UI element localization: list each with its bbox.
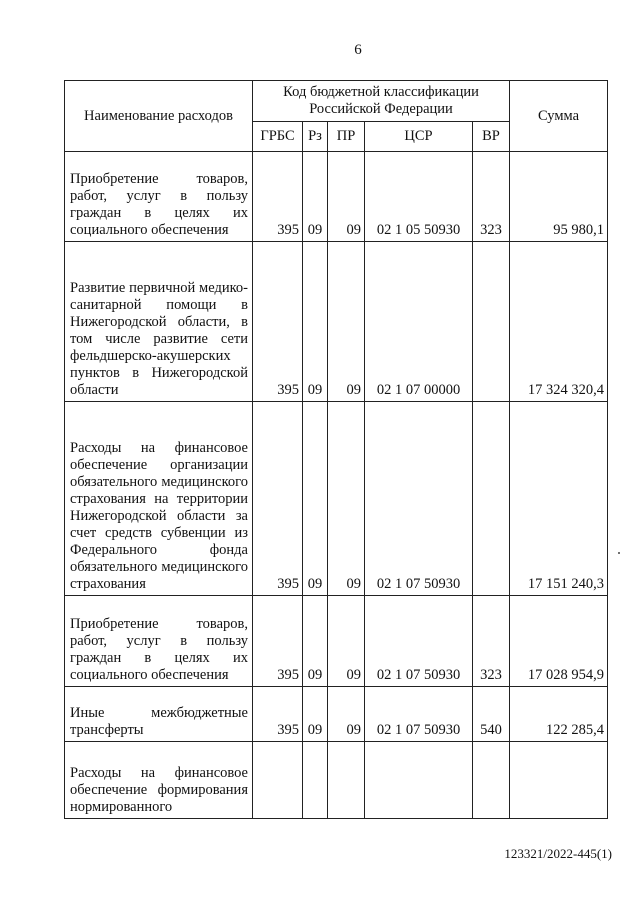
header-code-group: Код бюджетной классификации Российской Федерации [253, 81, 510, 122]
row-rz: 09 [303, 152, 328, 242]
row-csr: 02 1 05 50930 [365, 152, 473, 242]
row-vr [473, 742, 510, 819]
row-sum: 122 285,4 [510, 687, 608, 742]
row-pr: 09 [328, 402, 365, 596]
row-rz [303, 742, 328, 819]
header-grbs: ГРБС [253, 122, 303, 152]
table-row [65, 242, 608, 402]
row-csr: 02 1 07 50930 [365, 402, 473, 596]
row-name: Расходы на финансовое обеспечение формирования нормированного [65, 742, 253, 819]
row-name: Развитие первичной медико-санитарной помощи в Нижегородской области, в том числе развитие сети фельдшерско-акушерских пунктов в Нижегородской области [65, 242, 253, 402]
row-name: Приобретение товаров, работ, услуг в пользу граждан в целях их социального обеспечения [65, 152, 253, 242]
row-sum: 17 324 320,4 [510, 242, 608, 402]
header-vr: ВР [473, 122, 510, 152]
row-csr [365, 742, 473, 819]
row-name: Иные межбюджетные трансферты [65, 687, 253, 742]
row-name: Расходы на финансовое обеспечение организации обязательного медицинского страхования на территории Нижегородской области за счет средств субвенции из Федерального фонда обязательного медицинского страхования [65, 402, 253, 596]
row-rz: 09 [303, 402, 328, 596]
row-name: Приобретение товаров, работ, услуг в пользу граждан в целях их социального обеспечения [65, 596, 253, 687]
row-sum [510, 742, 608, 819]
row-pr: 09 [328, 152, 365, 242]
row-vr [473, 402, 510, 596]
row-vr: 323 [473, 152, 510, 242]
table-row [65, 687, 608, 742]
row-rz: 09 [303, 687, 328, 742]
row-grbs: 395 [253, 242, 303, 402]
table-row [65, 402, 608, 596]
row-grbs: 395 [253, 596, 303, 687]
budget-table [64, 80, 608, 819]
row-vr [473, 242, 510, 402]
header-name: Наименование расходов [65, 81, 253, 152]
row-sum: 17 151 240,3 [510, 402, 608, 596]
page-number: 6 [354, 42, 362, 58]
row-grbs: 395 [253, 402, 303, 596]
row-csr: 02 1 07 50930 [365, 687, 473, 742]
row-grbs: 395 [253, 152, 303, 242]
row-rz: 09 [303, 596, 328, 687]
row-sum: 17 028 954,9 [510, 596, 608, 687]
row-vr: 540 [473, 687, 510, 742]
row-pr [328, 742, 365, 819]
row-vr: 323 [473, 596, 510, 687]
row-pr: 09 [328, 242, 365, 402]
header-rz: Рз [303, 122, 328, 152]
header-sum: Сумма [510, 81, 608, 152]
header-csr: ЦСР [365, 122, 473, 152]
row-rz: 09 [303, 242, 328, 402]
row-pr: 09 [328, 596, 365, 687]
table-row [65, 152, 608, 242]
row-grbs [253, 742, 303, 819]
table-row [65, 742, 608, 819]
header-row-top [65, 81, 608, 122]
row-grbs: 395 [253, 687, 303, 742]
row-csr: 02 1 07 00000 [365, 242, 473, 402]
row-sum: 95 980,1 [510, 152, 608, 242]
scan-speck [618, 552, 620, 554]
table-row [65, 596, 608, 687]
row-pr: 09 [328, 687, 365, 742]
header-pr: ПР [328, 122, 365, 152]
row-csr: 02 1 07 50930 [365, 596, 473, 687]
document-registration-code: 123321/2022-445(1) [504, 846, 612, 861]
